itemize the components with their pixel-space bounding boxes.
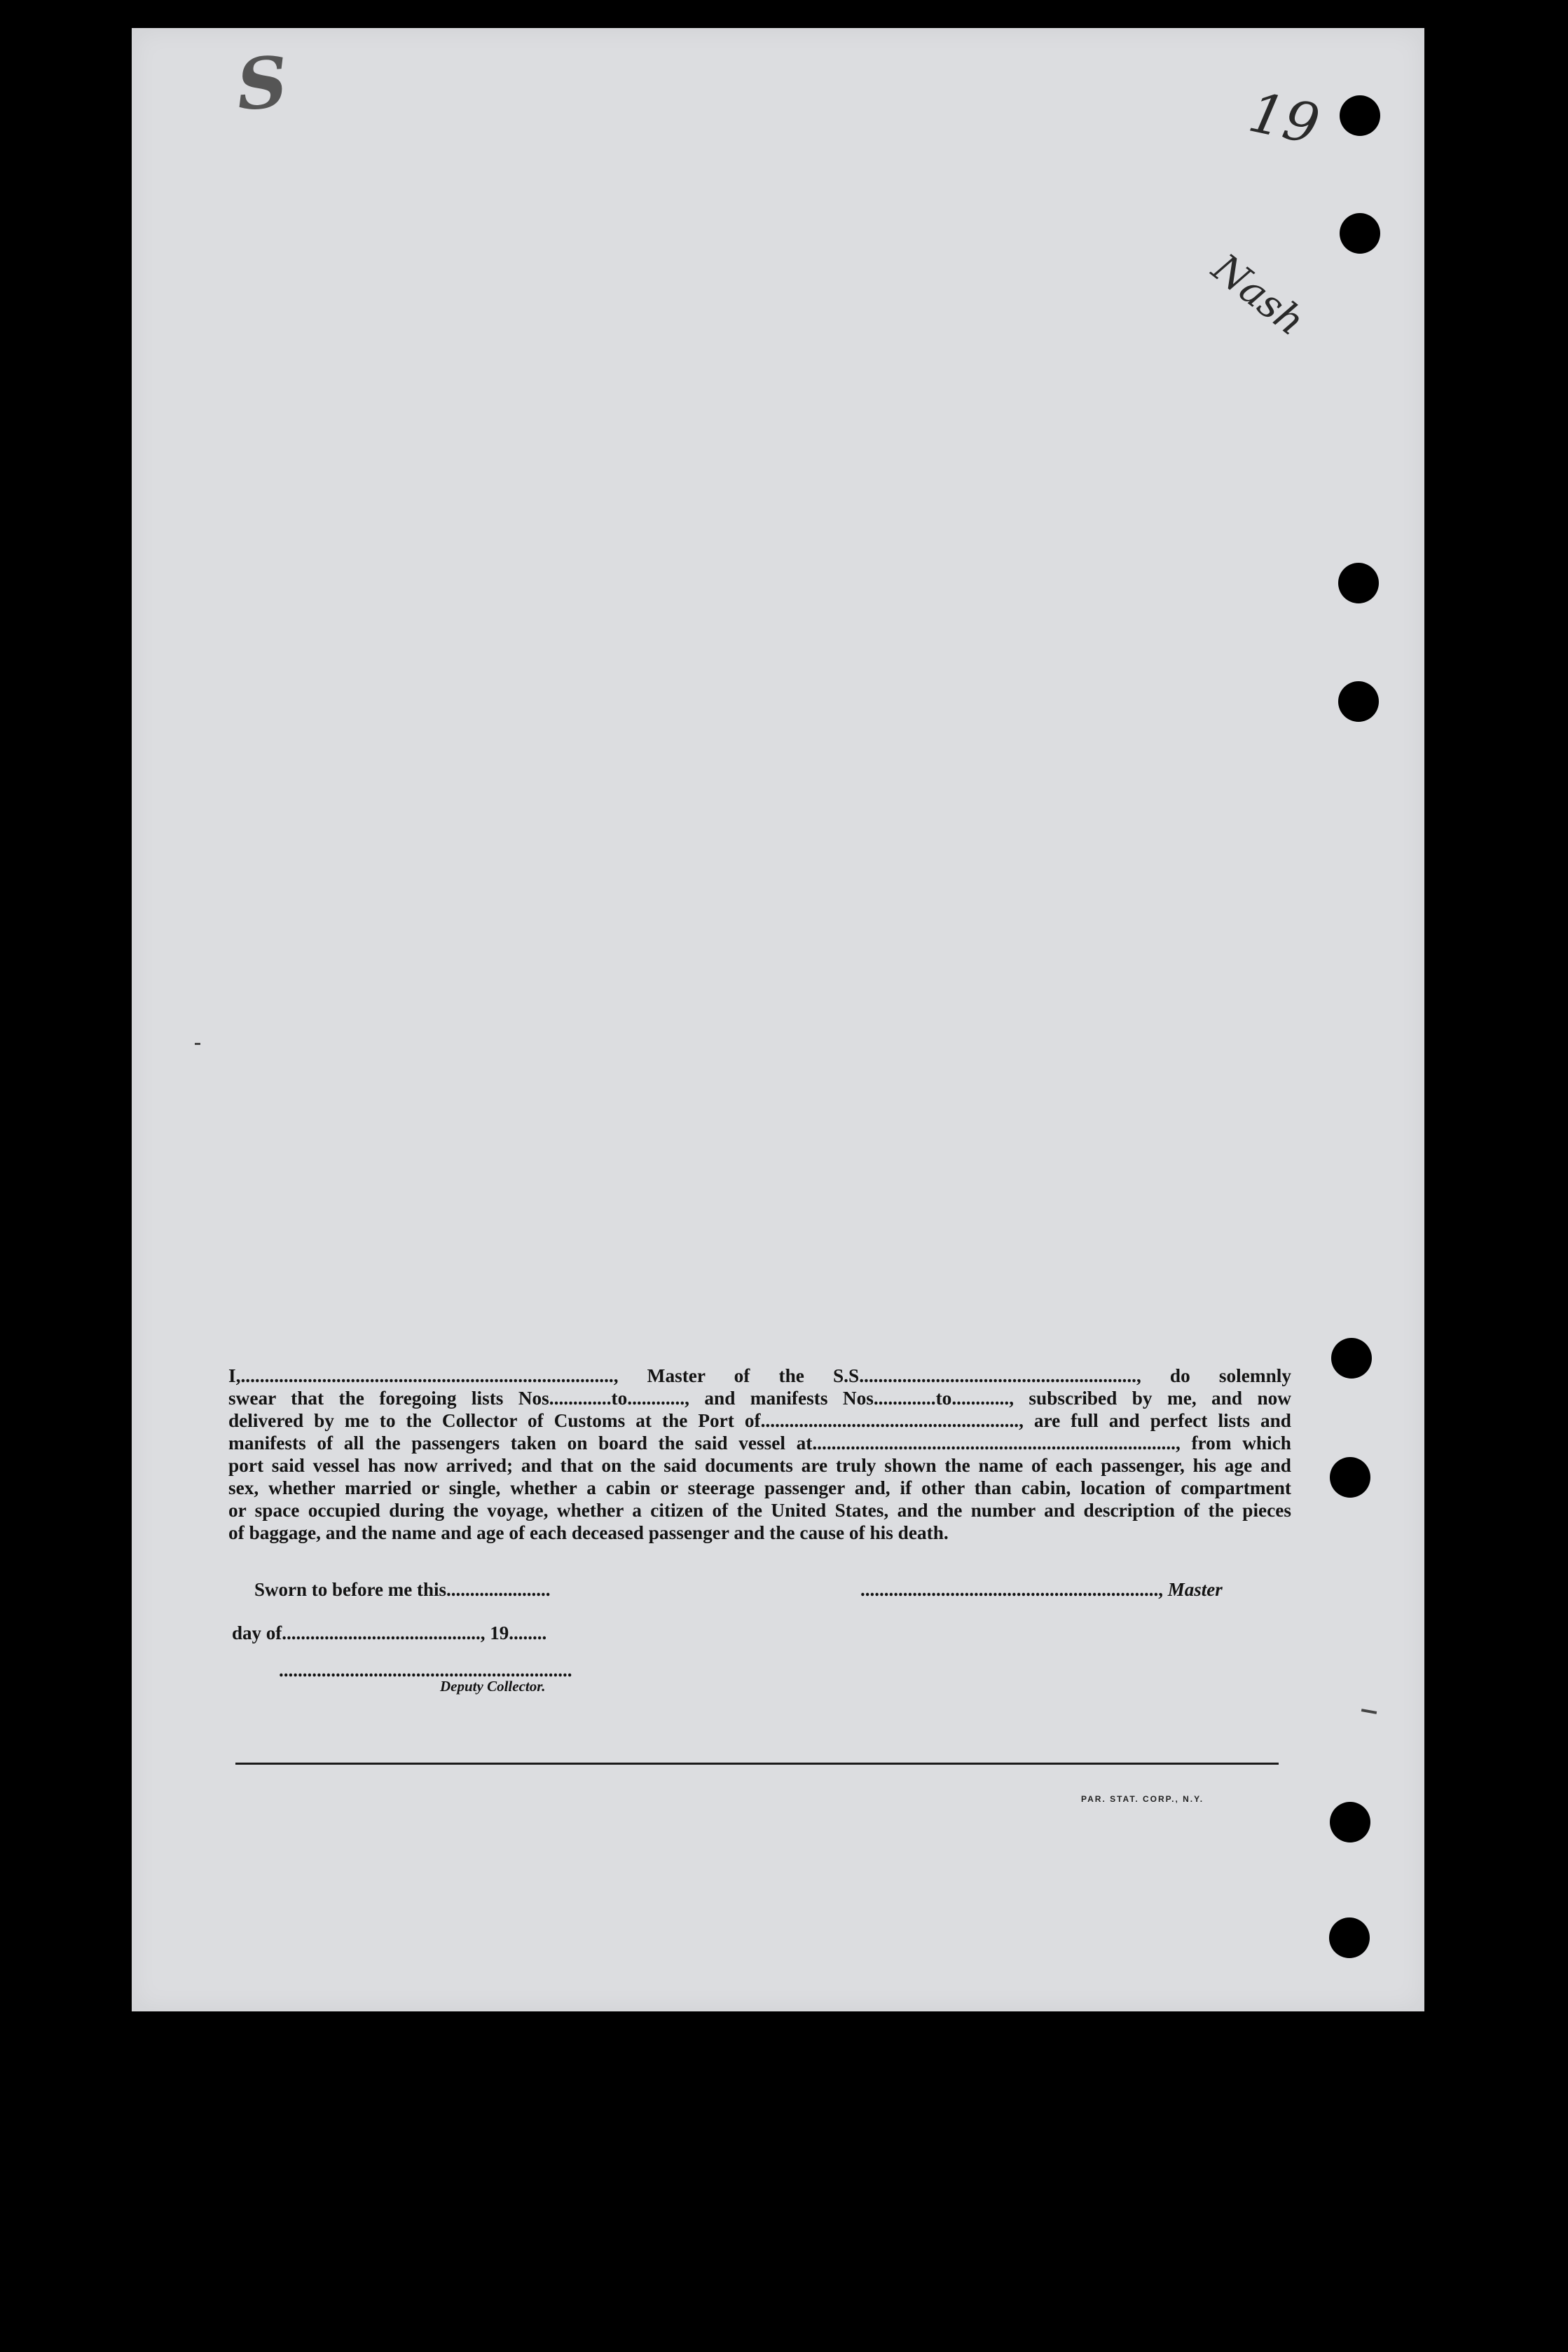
oath-line: swear that the foregoing lists Nos.............to............, and manifests Nos.............to............, subscribed by me, and now <box>228 1388 1291 1409</box>
punch-hole <box>1330 1802 1370 1842</box>
punch-hole <box>1340 95 1380 136</box>
punch-hole <box>1330 1457 1370 1498</box>
oath-line: delivered by me to the Collector of Customs at the Port of......................................................, are full and perfect lists and <box>228 1410 1291 1431</box>
oath-line: I,.............................................................................., Master of the S.S.........................................................., do solemnly <box>228 1365 1291 1386</box>
master-label: Master <box>1167 1579 1223 1600</box>
oath-line: or space occupied during the voyage, whether a citizen of the United States, and the number and description of the pieces <box>228 1500 1291 1521</box>
corner-mark: S <box>233 40 291 127</box>
sworn-before-line: Sworn to before me this...................... <box>254 1579 551 1600</box>
punch-hole <box>1338 681 1379 722</box>
printer-imprint: PAR. STAT. CORP., N.Y. <box>1081 1794 1204 1804</box>
oath-line: port said vessel has now arrived; and that on the said documents are truly shown the name of each passenger, his age and <box>228 1455 1291 1476</box>
handwritten-name: Nash <box>1203 245 1313 345</box>
deputy-signature-line: .............................................................. <box>279 1660 572 1681</box>
master-dots: ..............................................................., <box>860 1579 1168 1600</box>
day-of-line: day of.........................................., 19........ <box>232 1622 547 1643</box>
punch-hole <box>1331 1338 1372 1379</box>
oath-line: sex, whether married or single, whether a cabin or steerage passenger and, if other than cabin, location of compartment <box>228 1477 1291 1498</box>
oath-line: manifests of all the passengers taken on board the said vessel at............................................................................, from which <box>228 1433 1291 1454</box>
manifest-page <box>132 28 1424 2011</box>
punch-hole <box>1329 1917 1370 1958</box>
punch-hole <box>1340 213 1380 254</box>
punch-hole <box>1338 563 1379 603</box>
bottom-rule <box>235 1763 1279 1765</box>
master-signature-line <box>860 1579 1223 1601</box>
scan-speck <box>195 1043 200 1045</box>
deputy-collector-label: Deputy Collector. <box>440 1678 546 1695</box>
oath-line: of baggage, and the name and age of each deceased passenger and the cause of his death. <box>228 1522 949 1543</box>
scan-speck <box>1361 1709 1377 1714</box>
handwritten-page-number: 19 <box>1243 81 1325 158</box>
master-oath-paragraph <box>228 1365 1291 1544</box>
